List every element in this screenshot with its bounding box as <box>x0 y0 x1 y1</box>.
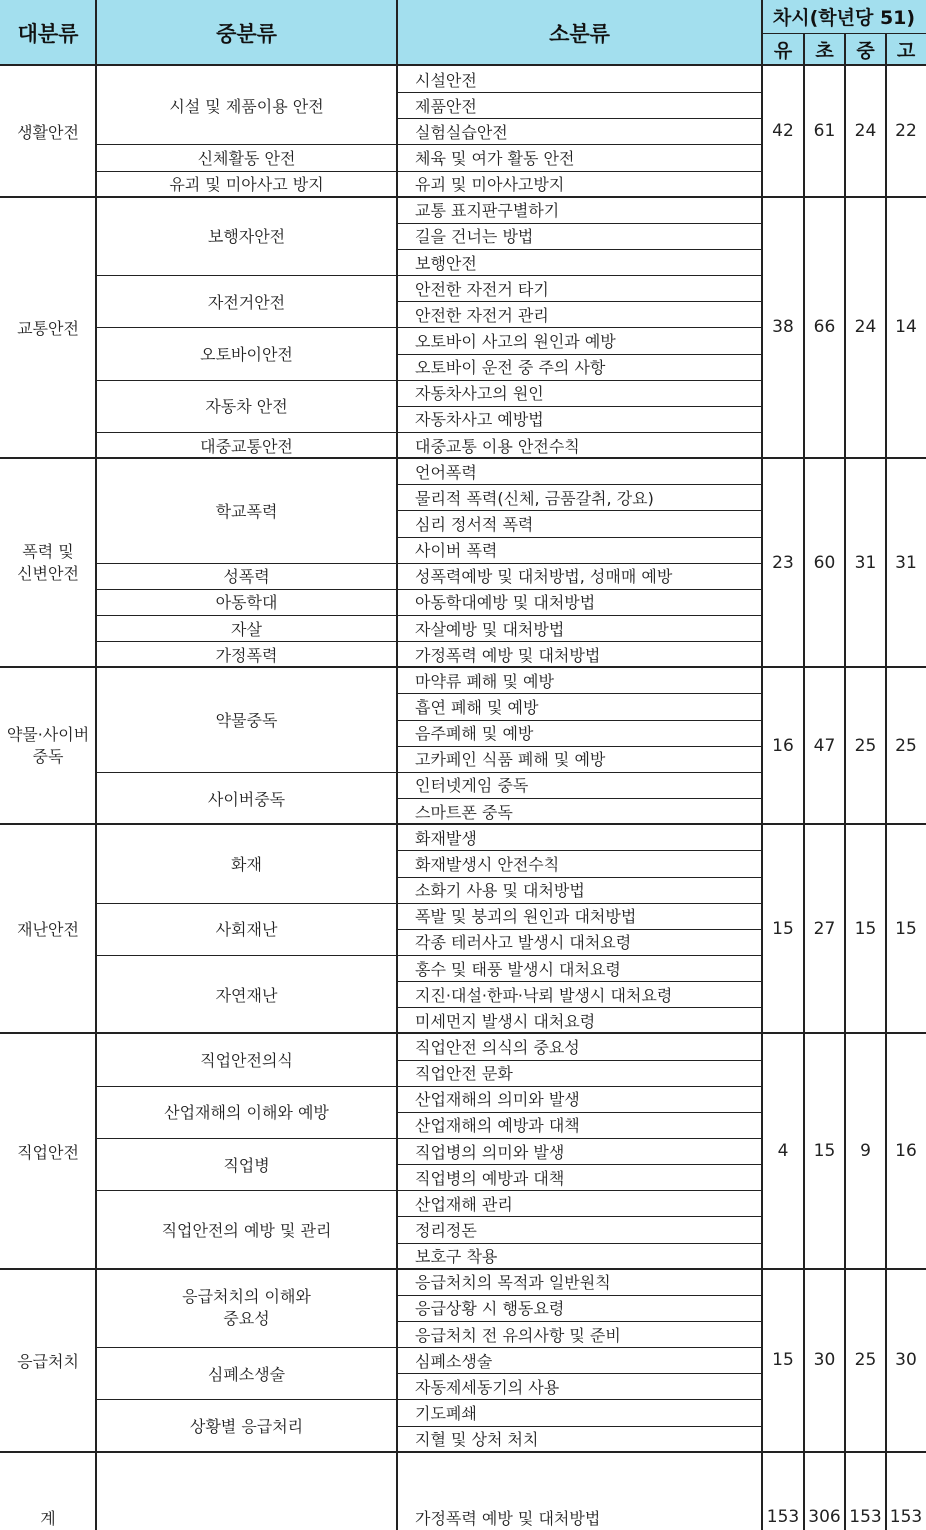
middle-category: 사회재난 <box>215 920 278 940</box>
total-count-유: 153 <box>766 1507 800 1527</box>
minor-item: 안전한 자전거 타기 <box>415 279 549 299</box>
middle-category: 화재 <box>231 854 262 874</box>
header-middle: 중분류 <box>96 0 397 66</box>
hours-count-중: 15 <box>854 918 877 939</box>
hours-count-고: 22 <box>895 121 917 142</box>
minor-item: 대중교통 이용 안전수칙 <box>415 436 580 456</box>
hours-count-유: 15 <box>772 1350 794 1371</box>
total-count-초: 306 <box>808 1507 841 1527</box>
minor-item: 각종 테러사고 발생시 대처요령 <box>415 933 632 953</box>
hours-count-초: 66 <box>813 317 836 338</box>
header-minor: 소분류 <box>397 0 762 66</box>
header-level-3: 중 <box>845 33 886 66</box>
middle-category: 심폐소생술 <box>207 1364 286 1384</box>
middle-category: 유괴 및 미아사고 방지 <box>169 175 324 195</box>
middle-category: 사이버중독 <box>207 789 286 809</box>
middle-category: 약물중독 <box>215 711 278 731</box>
minor-item: 화재발생시 안전수칙 <box>415 854 560 874</box>
minor-item: 인터넷게임 중독 <box>415 776 529 796</box>
hours-count-유: 4 <box>777 1141 789 1162</box>
major-category: 직업안전 <box>17 1142 79 1162</box>
minor-item: 교통 표지판구별하기 <box>415 201 560 221</box>
middle-category: 대중교통안전 <box>200 436 293 456</box>
minor-item: 직업안전 문화 <box>415 1064 513 1084</box>
minor-item: 심리 정서적 폭력 <box>415 515 534 535</box>
hours-count-중: 25 <box>854 735 877 756</box>
minor-item: 사이버 폭력 <box>415 541 498 561</box>
minor-item: 자동차사고의 원인 <box>415 384 544 404</box>
minor-item: 응급상황 시 행동요령 <box>415 1299 565 1319</box>
major-category: 재난안전 <box>17 920 79 940</box>
hours-count-유: 16 <box>772 735 794 756</box>
hours-count-유: 42 <box>772 121 794 142</box>
minor-item: 자살예방 및 대처방법 <box>415 619 565 639</box>
major-category: 응급처치 <box>17 1351 79 1371</box>
category-divider <box>0 1451 926 1453</box>
middle-category: 응급처치의 이해와 중요성 <box>182 1286 311 1328</box>
minor-item: 직업병의 예방과 대책 <box>415 1168 565 1188</box>
minor-item: 기도폐쇄 <box>415 1403 477 1423</box>
middle-category: 자동차 안전 <box>205 397 288 417</box>
minor-item: 직업병의 의미와 발생 <box>415 1142 565 1162</box>
minor-item: 자동차사고 예방법 <box>415 410 544 430</box>
minor-item: 안전한 자전거 관리 <box>415 305 549 325</box>
column-line <box>885 33 887 1530</box>
middle-category: 자전거안전 <box>207 292 286 312</box>
middle-category: 산업재해의 이해와 예방 <box>164 1103 329 1123</box>
minor-item: 마약류 폐해 및 예방 <box>415 671 554 691</box>
hours-count-고: 25 <box>895 735 917 756</box>
total-count-중: 153 <box>849 1507 882 1527</box>
total-count-고: 153 <box>889 1507 923 1527</box>
hours-count-고: 30 <box>895 1350 917 1371</box>
hours-count-유: 38 <box>772 317 794 338</box>
minor-item: 오토바이 운전 중 주의 사항 <box>415 358 606 378</box>
middle-category: 오토바이안전 <box>200 345 293 365</box>
minor-item: 산업재해의 의미와 발생 <box>415 1090 580 1110</box>
hours-count-중: 25 <box>854 1350 877 1371</box>
header-level-2: 초 <box>804 33 845 66</box>
middle-category: 직업안전의식 <box>200 1051 293 1071</box>
column-line <box>844 33 846 1530</box>
minor-item: 실험실습안전 <box>415 122 508 142</box>
minor-item: 흡연 폐해 및 예방 <box>415 698 539 718</box>
hours-count-유: 15 <box>772 918 794 939</box>
middle-category: 직업병 <box>223 1155 270 1175</box>
middle-category: 신체활동 안전 <box>197 148 296 168</box>
column-line <box>95 0 97 1530</box>
hours-count-고: 16 <box>895 1141 917 1162</box>
column-line <box>396 0 398 1530</box>
minor-item: 유괴 및 미아사고방지 <box>415 175 565 195</box>
minor-item: 응급처치의 목적과 일반원칙 <box>415 1273 611 1293</box>
middle-category: 아동학대 <box>215 593 278 613</box>
hours-count-중: 9 <box>860 1141 871 1162</box>
hours-count-초: 60 <box>813 552 836 573</box>
header-level-4: 고 <box>886 33 926 66</box>
minor-item: 지진·대설·한파·낙뢰 발생시 대처요령 <box>415 985 673 1005</box>
hours-count-중: 31 <box>854 552 877 573</box>
minor-item: 미세먼지 발생시 대처요령 <box>415 1011 596 1031</box>
middle-category: 보행자안전 <box>207 227 286 247</box>
minor-item: 언어폭력 <box>415 462 477 482</box>
major-category: 교통안전 <box>17 318 79 338</box>
minor-item: 자동제세동기의 사용 <box>415 1377 560 1397</box>
minor-item: 가정폭력 예방 및 대처방법 <box>415 645 601 665</box>
middle-category: 자연재난 <box>215 985 278 1005</box>
major-category: 생활안전 <box>17 122 79 142</box>
minor-item: 음주폐해 및 예방 <box>415 724 534 744</box>
major-category: 폭력 및 신변안전 <box>17 541 79 583</box>
middle-category: 학교폭력 <box>215 501 278 521</box>
header-level-1: 유 <box>762 33 804 66</box>
minor-item: 시설안전 <box>415 70 477 90</box>
hours-count-고: 31 <box>895 552 917 573</box>
middle-category: 시설 및 제품이용 안전 <box>169 96 324 116</box>
minor-item: 물리적 폭력(신체, 금품갈취, 강요) <box>415 488 654 508</box>
hours-count-초: 27 <box>813 918 836 939</box>
minor-item: 홍수 및 태풍 발생시 대처요령 <box>415 959 621 979</box>
hours-count-초: 47 <box>813 735 836 756</box>
minor-item: 길을 건너는 방법 <box>415 227 534 247</box>
minor-item: 폭발 및 붕괴의 원인과 대처방법 <box>415 907 637 927</box>
minor-item: 제품안전 <box>415 96 477 116</box>
middle-category: 성폭력 <box>223 567 270 587</box>
middle-category: 직업안전의 예방 및 관리 <box>161 1220 332 1240</box>
hours-count-초: 61 <box>813 121 836 142</box>
header-hours: 차시(학년당 51) <box>762 0 926 33</box>
total-minor: 가정폭력 예방 및 대처방법 <box>415 1508 601 1528</box>
header-major: 대분류 <box>0 0 96 66</box>
hours-count-고: 15 <box>895 918 917 939</box>
minor-item: 보행안전 <box>415 253 477 273</box>
minor-item: 오토바이 사고의 원인과 예방 <box>415 332 616 352</box>
hours-count-고: 14 <box>895 317 917 338</box>
minor-item: 아동학대예방 및 대처방법 <box>415 593 596 613</box>
minor-item: 고카페인 식품 폐해 및 예방 <box>415 750 606 770</box>
minor-item: 화재발생 <box>415 828 477 848</box>
middle-category: 상황별 응급처리 <box>189 1417 304 1437</box>
total-middle-empty <box>96 1504 397 1530</box>
hours-count-중: 24 <box>854 121 877 142</box>
hours-count-초: 15 <box>813 1141 836 1162</box>
minor-item: 산업재해의 예방과 대책 <box>415 1116 580 1136</box>
minor-item: 응급처치 전 유의사항 및 준비 <box>415 1325 621 1345</box>
hours-count-중: 24 <box>854 317 877 338</box>
minor-item: 체육 및 여가 활동 안전 <box>415 148 575 168</box>
header-bottom-line <box>0 64 926 66</box>
major-category: 약물·사이버 중독 <box>6 724 90 766</box>
minor-item: 스마트폰 중독 <box>415 802 513 822</box>
minor-item: 심폐소생술 <box>415 1351 493 1371</box>
middle-category: 가정폭력 <box>215 645 278 665</box>
minor-item: 성폭력예방 및 대처방법, 성매매 예방 <box>415 567 673 587</box>
middle-category: 자살 <box>231 619 262 639</box>
minor-item: 보호구 착용 <box>415 1247 498 1267</box>
minor-item: 산업재해 관리 <box>415 1194 513 1214</box>
minor-item: 소화기 사용 및 대처방법 <box>415 881 585 901</box>
column-line <box>761 0 763 1530</box>
total-label: 계 <box>40 1508 56 1528</box>
minor-item: 지혈 및 상처 처치 <box>415 1430 539 1450</box>
column-line <box>803 33 805 1530</box>
hours-count-유: 23 <box>772 552 794 573</box>
hours-count-초: 30 <box>813 1350 836 1371</box>
minor-item: 직업안전 의식의 중요성 <box>415 1037 580 1057</box>
minor-item: 정리정돈 <box>415 1220 477 1240</box>
